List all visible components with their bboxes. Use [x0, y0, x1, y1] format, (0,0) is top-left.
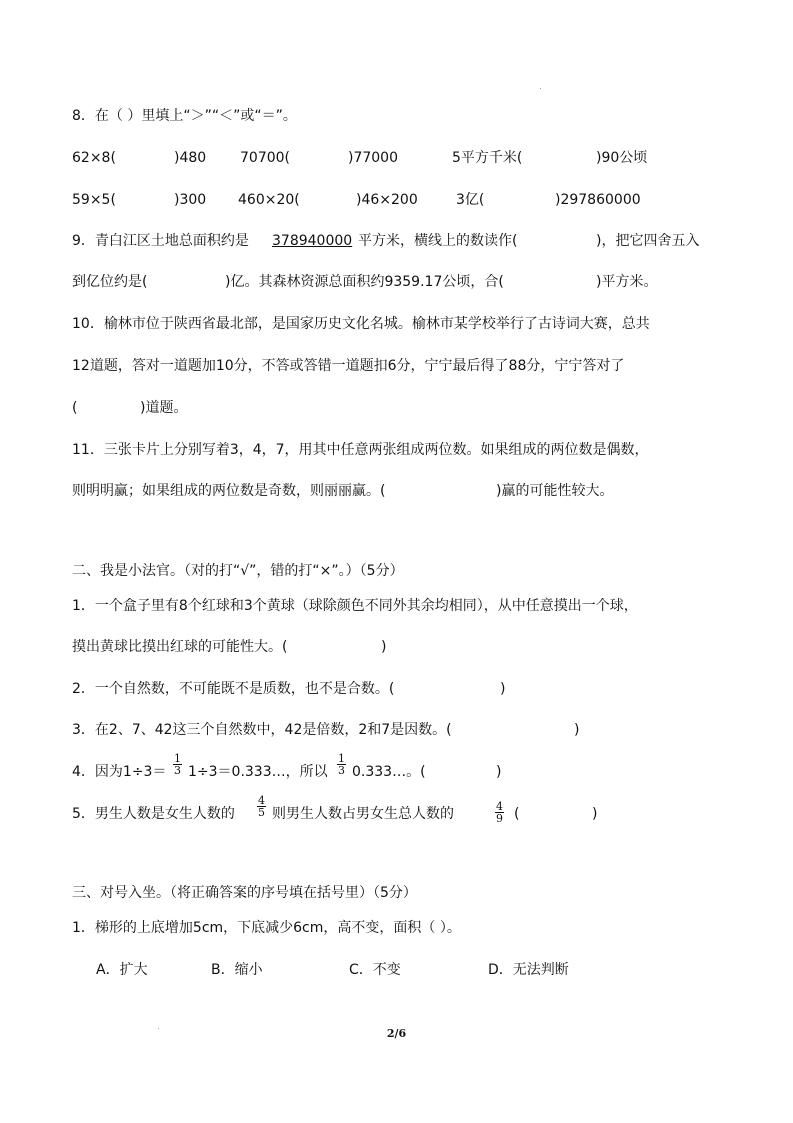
scan-speck [158, 1028, 159, 1029]
q11-l2-b: )赢的可能性较大。 [496, 483, 614, 499]
s2-i4-a: 4．因为1÷3＝ [72, 764, 167, 780]
option-b: B．缩小 [211, 962, 263, 978]
option-c: C．不变 [349, 962, 401, 978]
fraction-four-ninths [495, 801, 504, 824]
q8-r1-d: )77000 [348, 150, 398, 166]
q9-l1-a: 9．青白江区土地总面积约是 [72, 233, 249, 249]
frac-denominator: 5 [258, 806, 265, 819]
s2-i4-c: 0.333…。( [352, 764, 426, 780]
option-a: A．扩大 [96, 962, 148, 978]
frac-numerator: 4 [496, 800, 503, 813]
frac-denominator: 3 [338, 764, 345, 777]
q9-l2-b: )亿。其森林资源总面积约9359.17公顷，合( [225, 274, 504, 290]
q8-r2-b: )300 [174, 192, 207, 208]
q8-r2-c: 460×20( [238, 192, 300, 208]
s2-i5-b: 则男生人数占男女生总人数的 [272, 806, 454, 822]
q8-r2-f: )297860000 [555, 192, 641, 208]
frac-numerator: 1 [174, 752, 181, 765]
s2-i3-b: ) [574, 722, 580, 738]
option-d: D．无法判断 [488, 962, 569, 978]
q10-l3-b: )道题。 [140, 400, 188, 416]
s2-i1-l2-b: ) [381, 639, 387, 655]
q8-title: 8．在（ ）里填上“＞”“＜”或“＝”。 [72, 108, 297, 124]
s2-item1-line1: 1．一个盒子里有8个红球和3个黄球（球除颜色不同外其余均相同），从中任意摸出一个球， [72, 598, 638, 614]
q10-l3-a: ( [72, 400, 78, 416]
q9-l2-a: 到亿位约是( [72, 274, 148, 290]
q10-line1: 10．榆林市位于陕西省最北部，是国家历史文化名城。榆林市某学校举行了古诗词大赛，总共 [72, 316, 650, 332]
q10-line2: 12道题，答对一道题加10分，不答或答错一道题扣6分，宁宁最后得了88分，宁宁答对了 [72, 358, 625, 374]
q8-r2-a: 59×5( [72, 192, 116, 208]
q8-r1-a: 62×8( [72, 150, 116, 166]
q8-r2-d: )46×200 [356, 192, 418, 208]
fraction-one-third-a [173, 753, 182, 776]
q9-l2-c: )平方米。 [596, 274, 658, 290]
frac-numerator: 4 [258, 794, 265, 807]
frac-numerator: 1 [338, 752, 345, 765]
s2-i4-d: ) [496, 764, 502, 780]
q8-r1-b: )480 [174, 150, 207, 166]
s2-i2-a: 2．一个自然数，不可能既不是质数，也不是合数。( [72, 681, 395, 697]
fraction-one-third-b [337, 753, 346, 776]
s2-i5-c: ( [514, 806, 520, 822]
s2-i3-a: 3．在2、7、42这三个自然数中，42是倍数，2和7是因数。( [72, 722, 452, 738]
q8-r1-f: )90公顷 [596, 150, 648, 166]
frac-denominator: 3 [174, 764, 181, 777]
section2-heading: 二、我是小法官。（对的打“√”，错的打“×”。）（5分） [72, 563, 404, 579]
scan-speck [540, 88, 541, 89]
s2-i4-b: 1÷3＝0.333…，所以 [188, 764, 328, 780]
fraction-four-fifths [257, 795, 266, 818]
q11-l2-a: 则明明赢；如果组成的两位数是奇数，则丽丽赢。( [72, 483, 386, 499]
q8-r1-c: 70700( [240, 150, 290, 166]
s3-question1: 1．梯形的上底增加5cm，下底减少6cm，高不变，面积（ ）。 [72, 920, 461, 936]
section3-heading: 三、对号入坐。（将正确答案的序号填在括号里）（5分） [72, 885, 417, 901]
s2-i5-a: 5．男生人数是女生人数的 [72, 806, 235, 822]
q11-line1: 11．三张卡片上分别写着3，4，7，用其中任意两张组成两位数。如果组成的两位数是偶数， [72, 442, 649, 458]
q9-l1-c: )，把它四舍五入 [596, 233, 700, 249]
q8-r2-e: 3亿( [456, 192, 485, 208]
frac-denominator: 9 [496, 812, 503, 825]
q9-l1-b: 平方米，横线上的数读作( [358, 233, 518, 249]
s2-i2-b: ) [500, 681, 506, 697]
s2-i1-l2-a: 摸出黄球比摸出红球的可能性大。( [72, 639, 288, 655]
q9-underlined-number: 378940000 [272, 233, 353, 249]
s2-i5-d: ) [592, 806, 598, 822]
q8-r1-e: 5平方千米( [452, 150, 523, 166]
page-number: 2/6 [386, 1027, 407, 1040]
